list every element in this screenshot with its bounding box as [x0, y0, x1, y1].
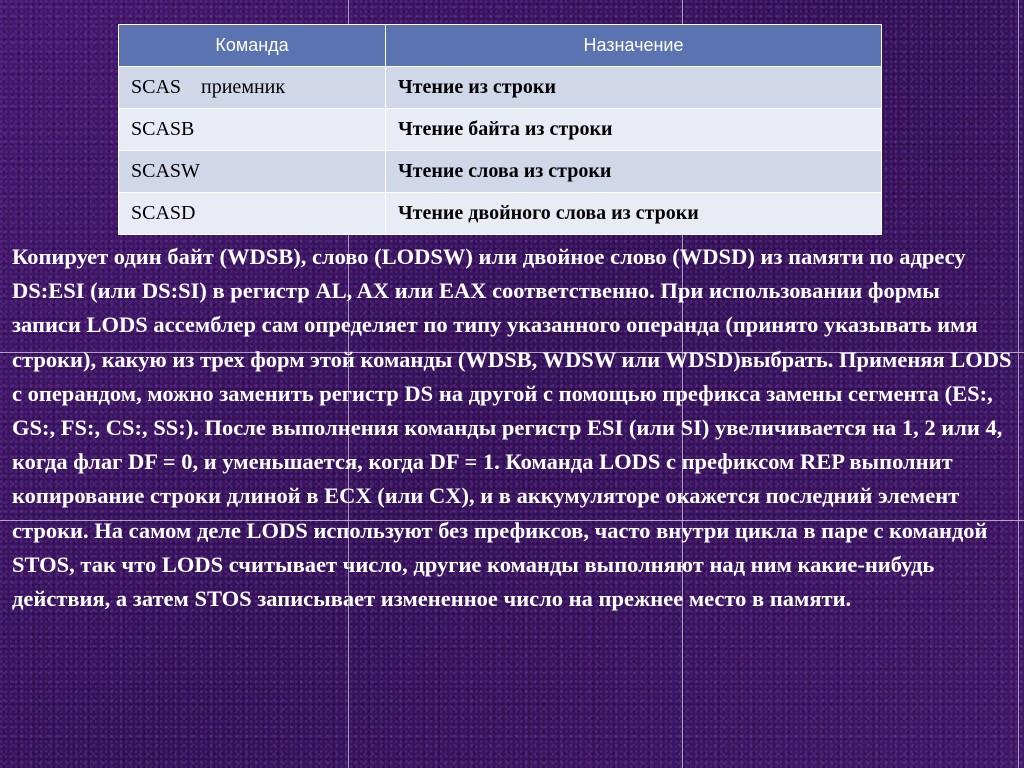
description-cell: Чтение из строки — [386, 67, 882, 109]
lods-description-paragraph: Копирует один байт (WDSB), слово (LODSW) или двойное слово (WDSD) из памяти по адресу DS:ESI (или DS:SI) в регистр AL, AX или EAX соответственно. При использовании формы записи LODS ассемблер сам определяет по типу указанного операнда (принято указывать имя строки), какую из трех форм этой команды (WDSB, WDSW или WDSD)выбрать. Применяя LODS с операндом, можно заменить регистр DS на другой с помощью префикса замены сегмента (ES:, GS:, FS:, CS:, SS:). После выполнения команды регистр ESI (или SI) увеличивается на 1, 2 или 4, когда флаг DF = 0, и уменьшается, когда DF = 1. Команда LODS с префиксом REP выполнит копирование строки длиной в ECX (или CX), и в аккумуляторе окажется последний элемент строки. На самом деле LODS используют без префиксов, часто внутри цикла в паре с командой STOS, так что LODS считывает число, другие команды выполняют над ним какие-нибудь действия, а затем STOS записывает измененное число на прежнее место в памяти. — [12, 244, 1012, 612]
command-cell: SCAS приемник — [119, 67, 386, 109]
grid-line — [1018, 0, 1019, 768]
table-header-row — [119, 25, 882, 67]
table-row — [119, 151, 882, 193]
column-header-purpose: Назначение — [386, 25, 882, 67]
description-cell: Чтение байта из строки — [386, 109, 882, 151]
description-cell: Чтение двойного слова из строки — [386, 193, 882, 235]
command-cell: SCASD — [119, 193, 386, 235]
commands-table — [118, 24, 882, 235]
command-cell: SCASW — [119, 151, 386, 193]
table-row — [119, 193, 882, 235]
description-cell: Чтение слова из строки — [386, 151, 882, 193]
command-cell: SCASB — [119, 109, 386, 151]
table-row — [119, 109, 882, 151]
table-row — [119, 67, 882, 109]
column-header-command: Команда — [119, 25, 386, 67]
